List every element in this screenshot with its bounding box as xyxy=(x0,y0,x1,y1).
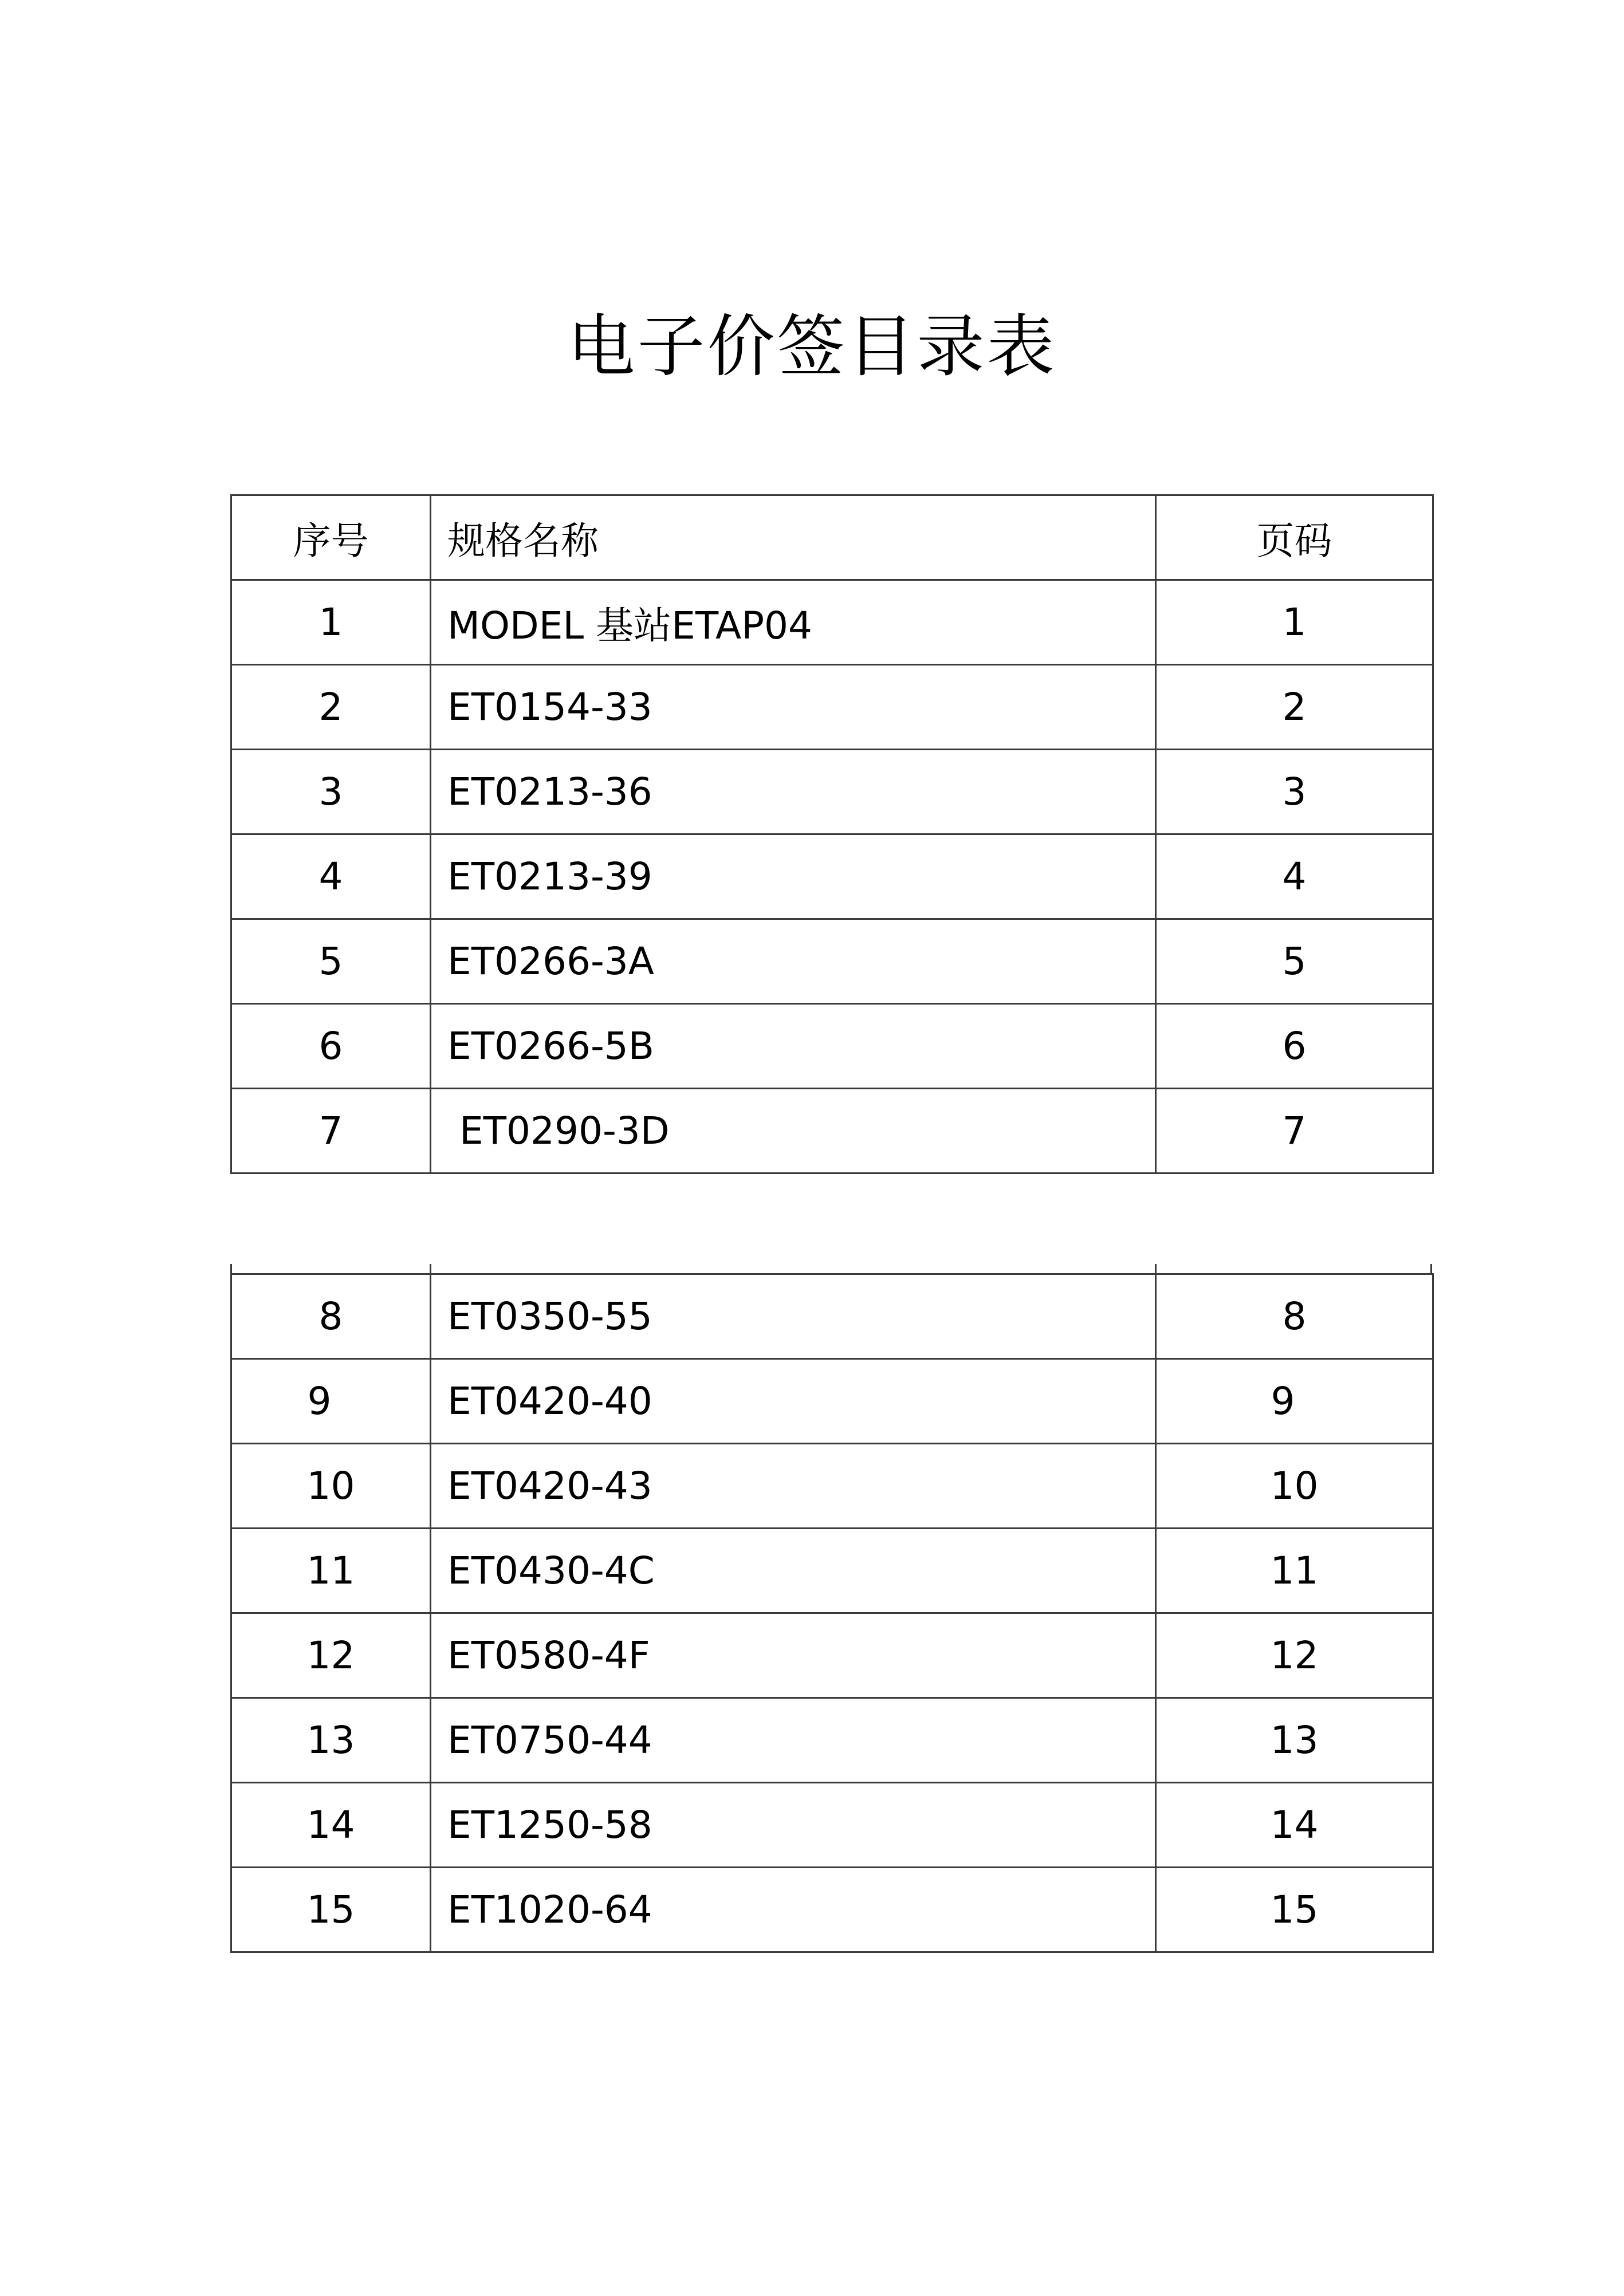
table-row xyxy=(231,1613,1433,1698)
row-seq: 2 xyxy=(231,665,431,750)
row-seq: 7 xyxy=(231,1089,431,1173)
row-page: 6 xyxy=(1156,1004,1433,1089)
table-row xyxy=(231,1783,1433,1868)
row-page: 7 xyxy=(1156,1089,1433,1173)
catalog-table-part2 xyxy=(230,1273,1434,1953)
header-page: 页码 xyxy=(1156,495,1433,580)
row-page: 11 xyxy=(1156,1529,1433,1613)
row-spec-name: ET0350-55 xyxy=(431,1274,1156,1359)
table-row xyxy=(231,834,1433,919)
table-row xyxy=(231,1359,1433,1444)
row-seq: 11 xyxy=(231,1529,431,1613)
row-spec-name: ET0266-3A xyxy=(431,919,1156,1004)
row-spec-name: ET0266-5B xyxy=(431,1004,1156,1089)
catalog-table-part1 xyxy=(230,494,1434,1174)
row-seq: 6 xyxy=(231,1004,431,1089)
table-row xyxy=(231,580,1433,665)
table-break-stub xyxy=(430,1264,431,1273)
row-seq: 14 xyxy=(231,1783,431,1868)
row-page: 15 xyxy=(1156,1868,1433,1952)
row-page: 5 xyxy=(1156,919,1433,1004)
row-page: 3 xyxy=(1156,750,1433,834)
row-spec-name: MODEL 基站ETAP04 xyxy=(431,580,1156,665)
row-page: 1 xyxy=(1156,580,1433,665)
table-row xyxy=(231,1868,1433,1952)
row-seq: 13 xyxy=(231,1698,431,1783)
row-seq: 1 xyxy=(231,580,431,665)
row-seq: 10 xyxy=(231,1444,431,1529)
row-spec-name: ET1020-64 xyxy=(431,1868,1156,1952)
row-page: 9 xyxy=(1156,1359,1433,1444)
row-spec-name: ET0213-39 xyxy=(431,834,1156,919)
row-spec-name: ET0213-36 xyxy=(431,750,1156,834)
row-seq: 9 xyxy=(231,1359,431,1444)
table-row xyxy=(231,1444,1433,1529)
table-row xyxy=(231,1529,1433,1613)
row-seq: 8 xyxy=(231,1274,431,1359)
row-spec-name: ET0420-40 xyxy=(431,1359,1156,1444)
row-seq: 4 xyxy=(231,834,431,919)
row-page: 12 xyxy=(1156,1613,1433,1698)
table-row xyxy=(231,1089,1433,1173)
row-seq: 12 xyxy=(231,1613,431,1698)
table-break-stub xyxy=(230,1264,232,1273)
row-seq: 15 xyxy=(231,1868,431,1952)
row-page: 4 xyxy=(1156,834,1433,919)
row-spec-name: ET0154-33 xyxy=(431,665,1156,750)
table-break-stub xyxy=(1155,1264,1157,1273)
row-seq: 3 xyxy=(231,750,431,834)
header-seq: 序号 xyxy=(231,495,431,580)
table-row xyxy=(231,750,1433,834)
table-break-stub xyxy=(1430,1264,1432,1273)
table-row xyxy=(231,1274,1433,1359)
row-page: 13 xyxy=(1156,1698,1433,1783)
table-row xyxy=(231,665,1433,750)
row-page: 2 xyxy=(1156,665,1433,750)
table-row xyxy=(231,1698,1433,1783)
row-spec-name: ET0420-43 xyxy=(431,1444,1156,1529)
row-spec-name: ET0750-44 xyxy=(431,1698,1156,1783)
table-row xyxy=(231,1004,1433,1089)
page-title: 电子价签目录表 xyxy=(567,307,1057,386)
table-row xyxy=(231,919,1433,1004)
row-spec-name: ET1250-58 xyxy=(431,1783,1156,1868)
row-spec-name: ET0580-4F xyxy=(431,1613,1156,1698)
row-page: 8 xyxy=(1156,1274,1433,1359)
row-spec-name: ET0430-4C xyxy=(431,1529,1156,1613)
row-spec-name: ET0290-3D xyxy=(431,1089,1156,1173)
table-header-row xyxy=(231,495,1433,580)
row-page: 14 xyxy=(1156,1783,1433,1868)
header-spec-name: 规格名称 xyxy=(431,495,1156,580)
row-seq: 5 xyxy=(231,919,431,1004)
row-page: 10 xyxy=(1156,1444,1433,1529)
